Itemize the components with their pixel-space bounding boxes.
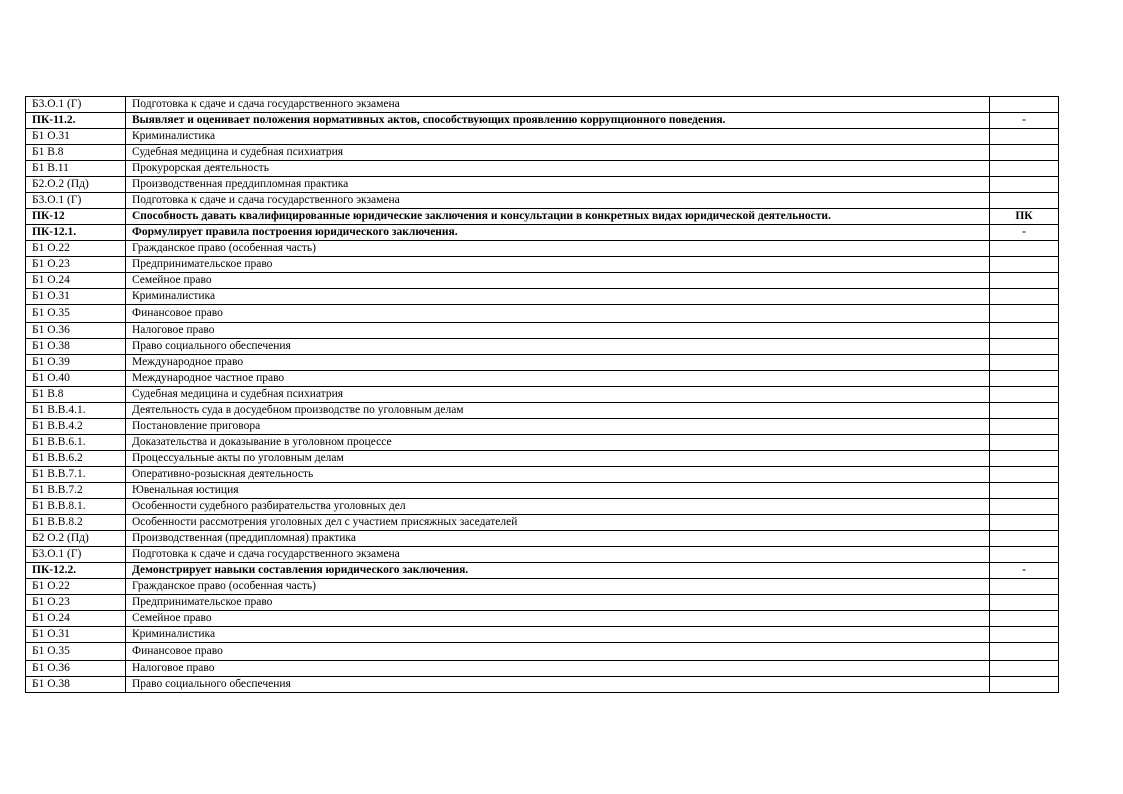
discipline-code-cell: Б1 В.В.7.1. [26,467,126,483]
discipline-name-cell: Способность давать квалифицированные юридические заключения и консультации в конкретных видах юридической деятельности. [126,209,990,225]
discipline-name-cell: Постановление приговора [126,419,990,435]
discipline-code-cell: Б1 В.11 [26,161,126,177]
competency-mark-cell [990,515,1059,531]
table-row [26,677,1059,693]
discipline-name-cell: Процессуальные акты по уголовным делам [126,451,990,467]
discipline-code-cell: Б1 О.39 [26,355,126,371]
discipline-name-cell: Международное право [126,355,990,371]
competency-mark-cell [990,323,1059,339]
competency-mark-cell [990,403,1059,419]
discipline-name-cell: Гражданское право (особенная часть) [126,579,990,595]
discipline-code-cell: Б1 О.23 [26,595,126,611]
competency-mark-cell [990,355,1059,371]
discipline-code-cell: Б1 В.В.6.1. [26,435,126,451]
discipline-name-cell: Налоговое право [126,323,990,339]
competency-header-row [26,113,1059,129]
competency-mark-cell [990,419,1059,435]
table-row [26,241,1059,257]
table-row [26,273,1059,289]
discipline-code-cell: Б1 В.8 [26,145,126,161]
table-row [26,643,1059,661]
table-row [26,387,1059,403]
competency-mark-cell [990,677,1059,693]
discipline-name-cell: Подготовка к сдаче и сдача государственного экзамена [126,547,990,563]
discipline-name-cell: Демонстрирует навыки составления юридического заключения. [126,563,990,579]
competency-header-row [26,225,1059,241]
discipline-name-cell: Гражданское право (особенная часть) [126,241,990,257]
table-row [26,595,1059,611]
discipline-code-cell: Б1 О.23 [26,257,126,273]
table-body [26,97,1059,693]
table-row [26,177,1059,193]
discipline-code-cell: Б1 О.40 [26,371,126,387]
competency-mark-cell: - [990,563,1059,579]
discipline-code-cell: ПК-11.2. [26,113,126,129]
discipline-code-cell: Б2 О.2 (Пд) [26,531,126,547]
competency-mark-cell [990,499,1059,515]
table-row [26,547,1059,563]
competency-mark-cell [990,387,1059,403]
discipline-name-cell: Доказательства и доказывание в уголовном процессе [126,435,990,451]
discipline-name-cell: Подготовка к сдаче и сдача государственного экзамена [126,193,990,209]
discipline-name-cell: Подготовка к сдаче и сдача государственного экзамена [126,97,990,113]
table-row [26,129,1059,145]
discipline-code-cell: Б1 О.36 [26,661,126,677]
competency-mark-cell [990,579,1059,595]
competency-header-row [26,209,1059,225]
competency-header-row [26,563,1059,579]
discipline-name-cell: Особенности рассмотрения уголовных дел с участием присяжных заседателей [126,515,990,531]
competency-mark-cell [990,595,1059,611]
discipline-code-cell: Б1 О.22 [26,579,126,595]
discipline-name-cell: Производственная преддипломная практика [126,177,990,193]
discipline-code-cell: Б3.О.1 (Г) [26,193,126,209]
discipline-code-cell: Б1 О.31 [26,129,126,145]
competency-mark-cell [990,145,1059,161]
table-row [26,257,1059,273]
discipline-code-cell: Б3.О.1 (Г) [26,547,126,563]
competency-table [25,96,1059,693]
table-row [26,193,1059,209]
discipline-name-cell: Предпринимательское право [126,257,990,273]
discipline-name-cell: Семейное право [126,273,990,289]
table-row [26,531,1059,547]
discipline-code-cell: ПК-12 [26,209,126,225]
table-row [26,305,1059,323]
discipline-code-cell: Б1 В.В.8.2 [26,515,126,531]
discipline-name-cell: Семейное право [126,611,990,627]
competency-mark-cell [990,451,1059,467]
discipline-name-cell: Международное частное право [126,371,990,387]
discipline-name-cell: Оперативно-розыскная деятельность [126,467,990,483]
discipline-name-cell: Налоговое право [126,661,990,677]
discipline-code-cell: ПК-12.2. [26,563,126,579]
competency-mark-cell [990,531,1059,547]
discipline-name-cell: Деятельность суда в досудебном производстве по уголовным делам [126,403,990,419]
discipline-name-cell: Производственная (преддипломная) практика [126,531,990,547]
discipline-code-cell: Б1 В.В.8.1. [26,499,126,515]
competency-mark-cell [990,371,1059,387]
table-row [26,323,1059,339]
discipline-name-cell: Судебная медицина и судебная психиатрия [126,387,990,403]
competency-mark-cell [990,273,1059,289]
competency-mark-cell: ПК [990,209,1059,225]
discipline-name-cell: Право социального обеспечения [126,677,990,693]
discipline-code-cell: Б1 В.В.6.2 [26,451,126,467]
table-row [26,339,1059,355]
table-row [26,611,1059,627]
discipline-name-cell: Криминалистика [126,627,990,643]
discipline-name-cell: Предпринимательское право [126,595,990,611]
discipline-code-cell: Б1 О.31 [26,289,126,305]
table-row [26,499,1059,515]
table-row [26,289,1059,305]
discipline-code-cell: Б1 О.38 [26,339,126,355]
discipline-code-cell: Б1 О.35 [26,305,126,323]
discipline-name-cell: Выявляет и оценивает положения нормативных актов, способствующих проявлению коррупционного поведения. [126,113,990,129]
discipline-name-cell: Прокурорская деятельность [126,161,990,177]
discipline-code-cell: Б1 О.22 [26,241,126,257]
discipline-code-cell: Б1 В.В.7.2 [26,483,126,499]
discipline-name-cell: Особенности судебного разбирательства уголовных дел [126,499,990,515]
table-row [26,483,1059,499]
competency-mark-cell [990,627,1059,643]
table-row [26,467,1059,483]
table-row [26,371,1059,387]
table-row [26,515,1059,531]
discipline-name-cell: Ювенальная юстиция [126,483,990,499]
discipline-code-cell: Б3.О.1 (Г) [26,97,126,113]
discipline-code-cell: Б1 О.24 [26,273,126,289]
competency-mark-cell [990,193,1059,209]
competency-mark-cell [990,435,1059,451]
discipline-code-cell: Б1 О.36 [26,323,126,339]
discipline-code-cell: Б1 В.В.4.2 [26,419,126,435]
discipline-name-cell: Судебная медицина и судебная психиатрия [126,145,990,161]
discipline-code-cell: ПК-12.1. [26,225,126,241]
competency-mark-cell [990,661,1059,677]
discipline-code-cell: Б1 О.31 [26,627,126,643]
discipline-name-cell: Формулирует правила построения юридического заключения. [126,225,990,241]
discipline-name-cell: Финансовое право [126,643,990,661]
competency-mark-cell [990,339,1059,355]
discipline-name-cell: Финансовое право [126,305,990,323]
table-row [26,627,1059,643]
table-row [26,419,1059,435]
discipline-code-cell: Б2.О.2 (Пд) [26,177,126,193]
competency-mark-cell: - [990,113,1059,129]
table-row [26,145,1059,161]
competency-mark-cell [990,241,1059,257]
competency-mark-cell [990,257,1059,273]
competency-mark-cell: - [990,225,1059,241]
discipline-code-cell: Б1 О.24 [26,611,126,627]
competency-mark-cell [990,483,1059,499]
competency-mark-cell [990,289,1059,305]
competency-mark-cell [990,305,1059,323]
discipline-name-cell: Криминалистика [126,129,990,145]
competency-mark-cell [990,161,1059,177]
table-row [26,451,1059,467]
table-row [26,403,1059,419]
table-row [26,97,1059,113]
discipline-code-cell: Б1 В.8 [26,387,126,403]
competency-mark-cell [990,611,1059,627]
discipline-name-cell: Право социального обеспечения [126,339,990,355]
table-row [26,661,1059,677]
discipline-code-cell: Б1 О.35 [26,643,126,661]
table-row [26,579,1059,595]
table-row [26,161,1059,177]
table-row [26,435,1059,451]
competency-mark-cell [990,129,1059,145]
competency-mark-cell [990,547,1059,563]
competency-mark-cell [990,177,1059,193]
competency-mark-cell [990,643,1059,661]
competency-mark-cell [990,97,1059,113]
table-row [26,355,1059,371]
discipline-name-cell: Криминалистика [126,289,990,305]
discipline-code-cell: Б1 В.В.4.1. [26,403,126,419]
discipline-code-cell: Б1 О.38 [26,677,126,693]
competency-mark-cell [990,467,1059,483]
